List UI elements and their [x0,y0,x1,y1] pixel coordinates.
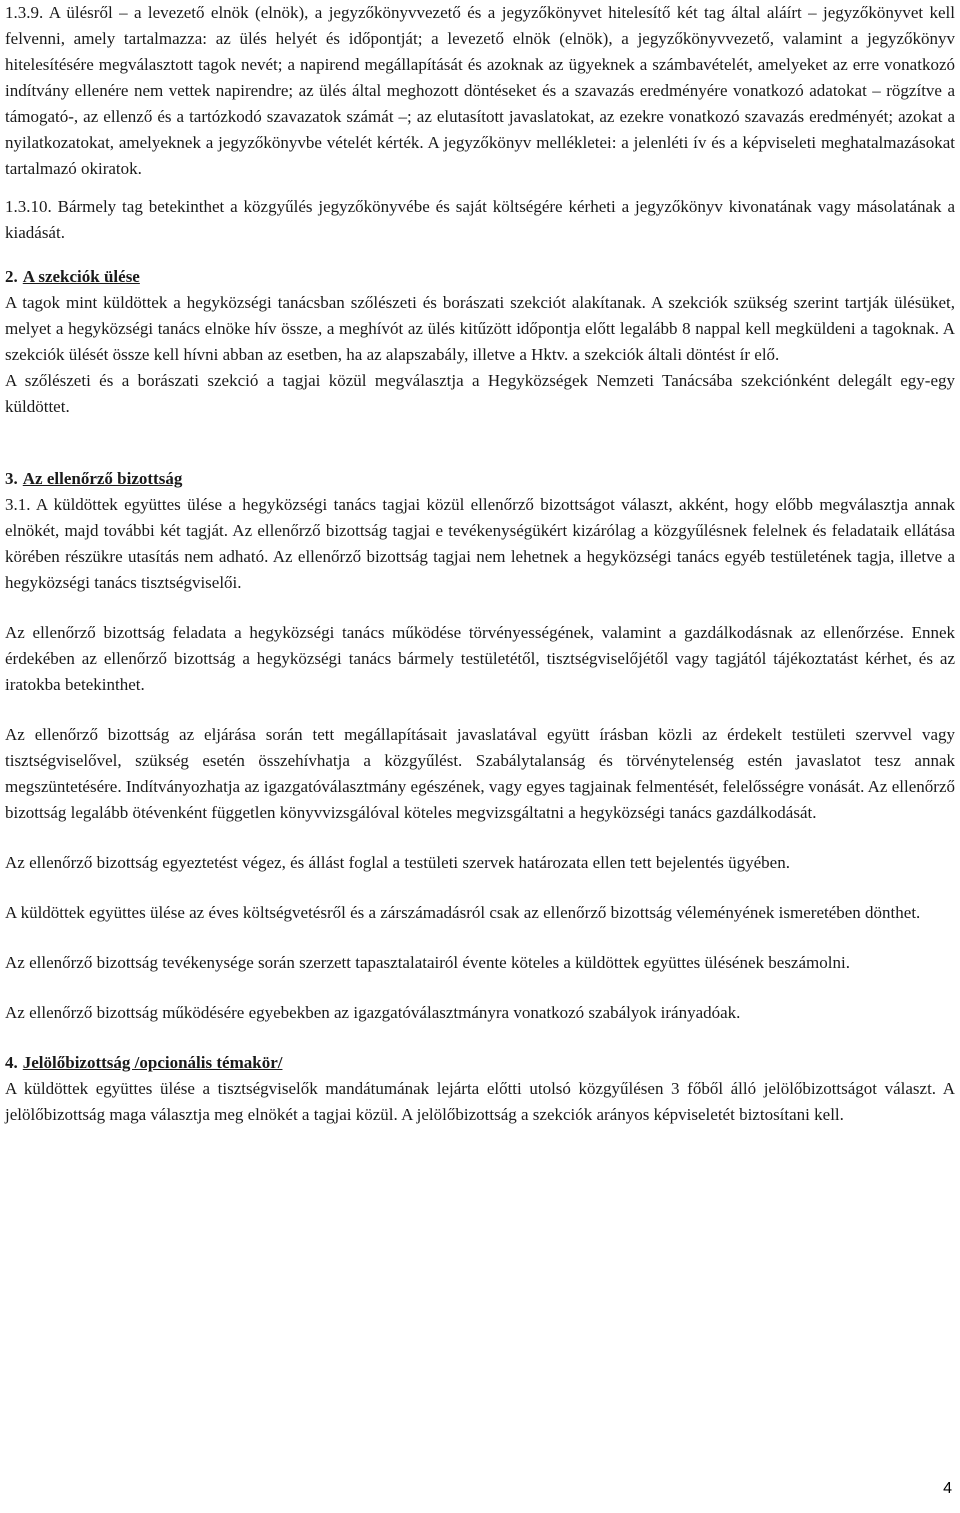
section-2-heading [5,264,955,290]
paragraph-1-3-10: 1.3.10. Bármely tag betekinthet a közgyűlés jegyzőkönyvébe és saját költségére kérheti a jegyzőkönyv kivonatának vagy másolatának a kiadását. [5,197,955,242]
section-3-paragraph: A küldöttek együttes ülése az éves költségvetésről és a zárszámadásról csak az ellenőrző bizottság véleményének ismeretében dönthet. [5,903,921,922]
section-2-number: 2. [5,267,18,286]
section-3-paragraph: Az ellenőrző bizottság egyeztetést végez, és állást foglal a testületi szervek határozata ellen tett bejelentés ügyében. [5,853,790,872]
section-3-paragraph: Az ellenőrző bizottság tevékenysége során szerzett tapasztalatairól évente köteles a küldöttek együttes ülésének beszámolni. [5,953,850,972]
section-2-paragraph: A tagok mint küldöttek a hegyközségi tanácsban szőlészeti és borászati szekciót alakítanak. A szekciók szükség szerint tartják ülésüket, melyet a hegyközségi tanács elnöke hív össze, a meghívót az ülés kitűzött időpontja előtt legalább 8 nappal kell megküldeni a tagoknak. A szekciók ülését össze kell hívni abban az esetben, ha az alapszabály, illetve a Hktv. a szekciók általi döntést ír elő. [5,293,955,364]
section-3-paragraph: Az ellenőrző bizottság az eljárása során tett megállapításait javaslatával együtt írásban közli az érdekelt testületi szervvel vagy tisztségviselővel, szükség esetén összehívhatja a közgyűlést. Szabálytalanság és törvénytelenség estén javaslatot tesz annak megszüntetésére. Indítványozhatja az igazgatóválasztmány egészének, vagy egyes tagjainak felmentését, felelősségre vonását. Az ellenőrző bizottság legalább ötévenként független könyvvizsgálóval köteles megvizsgáltatni a hegyközségi tanács gazdálkodását. [5,725,955,822]
paragraph-1-3-9: 1.3.9. A ülésről – a levezető elnök (elnök), a jegyzőkönyvvezető és a jegyzőkönyvet hitelesítő két tag által aláírt – jegyzőkönyvet kell felvenni, amely tartalmazza: az ülés helyét és időpontját; a levezető elnök (elnök), a jegyzőkönyvvezető, valamint a jegyzőkönyv hitelesítésére megválasztott tagok nevét; a napirend megállapítását és azoknak az ügyeknek a számbavételét, amelyeket az erre vonatkozó indítvány ellenére nem vettek napirendre; az ülés által meghozott döntéseket és a szavazás eredményére vonatkozó adatokat – rögzítve a támogató-, az ellenző és a tartózkodó szavazatok számát –; az elutasított javaslatokat, az ezekre vonatkozó szavazás eredményét; azokat a nyilatkozatokat, amelyeknek a jegyzőkönyvbe vételét kérték. A jegyzőkönyv mellékletei: a jelenléti ív és a képviseleti meghatalmazásokat tartalmazó okiratok. [5,3,955,178]
section-3-heading [5,466,955,492]
section-3-paragraph: Az ellenőrző bizottság feladata a hegyközségi tanács működése törvényességének, valamint a gazdálkodásnak az ellenőrzése. Ennek érdekében az ellenőrző bizottság a hegyközségi tanács bármely testületétől, tisztségviselőjétől vagy tagjától tájékoztatást kérhet, és az iratokba betekinthet. [5,623,955,694]
section-3-number: 3. [5,469,18,488]
section-3-paragraph: Az ellenőrző bizottság működésére egyebekben az igazgatóválasztmányra vonatkozó szabályok irányadóak. [5,1003,741,1022]
section-3-paragraph: 3.1. A küldöttek együttes ülése a hegyközségi tanács tagjai közül ellenőrző bizottságot választ, akként, hogy előbb megválasztja annak elnökét, majd további két tagját. Az ellenőrző bizottság tagjai e tevékenységükért kizárólag a közgyűlésnek felelnek és feladataik ellátása körében részükre utasítás nem adható. Az ellenőrző bizottság tagjai nem lehetnek a hegyközségi tanács egyéb testületének tagja, illetve a hegyközségi tanács tisztségviselői. [5,495,955,592]
section-4-paragraph: A küldöttek együttes ülése a tisztségviselők mandátumának lejárta előtti utolsó közgyűlésen 3 főből álló jelölőbizottságot választ. A jelölőbizottság maga választja meg elnökét a tagjai közül. A jelölőbizottság a szekciók arányos képviseletét biztosítani kell. [5,1079,955,1124]
section-4-title: Jelölőbizottság /opcionális témakör/ [22,1053,283,1072]
section-2-title: A szekciók ülése [22,267,140,286]
document-page [5,0,955,1128]
section-3-title: Az ellenőrző bizottság [22,469,183,488]
section-4-number: 4. [5,1053,18,1072]
section-2-paragraph: A szőlészeti és a borászati szekció a tagjai közül megválasztja a Hegyközségek Nemzeti Tanácsába szekciónként delegált egy-egy küldöttet. [5,371,955,416]
page-number: 4 [943,1480,952,1497]
section-4-heading [5,1050,955,1076]
